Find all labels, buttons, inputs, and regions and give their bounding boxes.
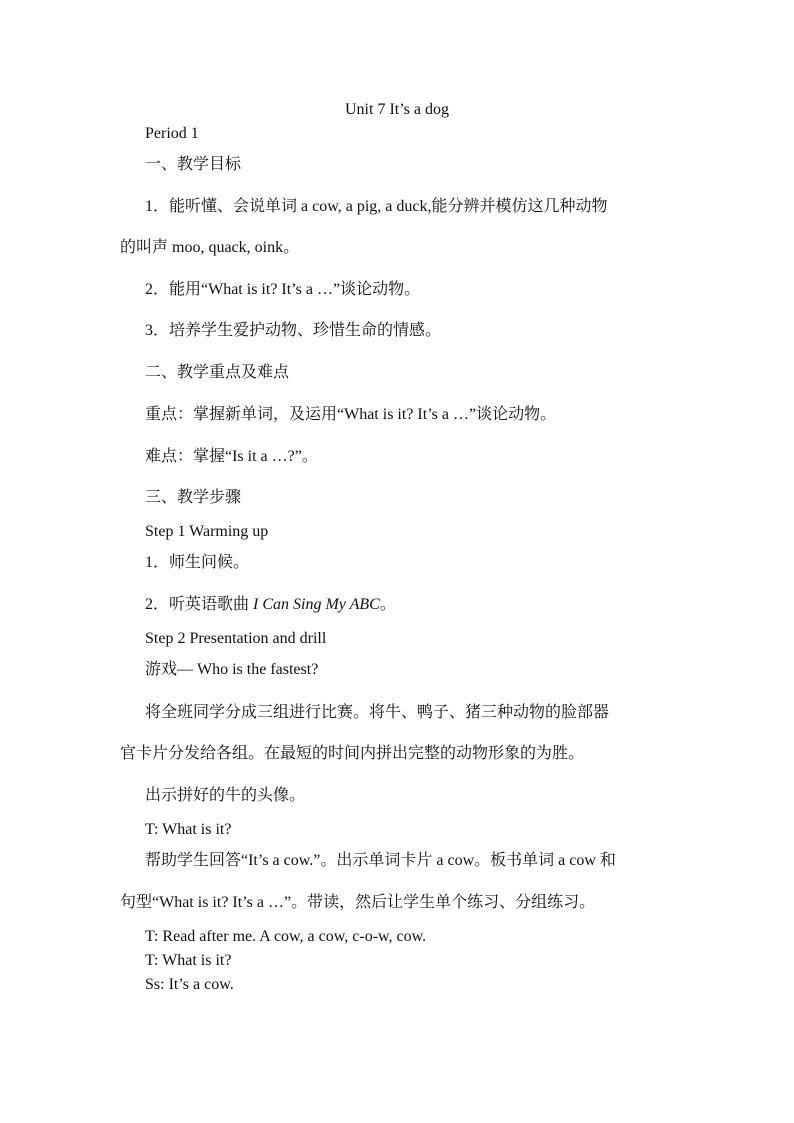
help-line-2: 句型“What is it? It’s a …”。带读，然后让学生单个练习、分组练习。 — [120, 894, 596, 911]
step-1-item-1: 1．师生问候。 — [145, 554, 250, 571]
difficult-point: 难点：掌握“Is it a …?”。 — [145, 448, 318, 465]
objective-2: 2．能用“What is it? It’s a …”谈论动物。 — [145, 281, 421, 298]
dialog-line-3: T: What is it? — [145, 952, 232, 969]
dialog-line-1: T: What is it? — [145, 821, 232, 838]
dialog-line-2: T: Read after me. A cow, a cow, c-o-w, cow. — [145, 928, 427, 945]
section-heading-steps: 三、教学步骤 — [145, 489, 242, 506]
objective-1-line-1: 1．能听懂、会说单词 a cow, a pig, a duck,能分辨并模仿这几种动物 — [145, 198, 608, 215]
step-1-heading: Step 1 Warming up — [145, 523, 269, 540]
step-2-heading: Step 2 Presentation and drill — [145, 630, 327, 647]
help-line-1: 帮助学生回答“It’s a cow.”。出示单词卡片 a cow。板书单词 a cow 和 — [145, 852, 616, 869]
game-description-line-1: 将全班同学分成三组进行比赛。将牛、鸭子、猪三种动物的脸部器 — [145, 704, 610, 721]
objective-3: 3．培养学生爱护动物、珍惜生命的情感。 — [145, 322, 442, 339]
section-heading-key-points: 二、教学重点及难点 — [145, 364, 290, 381]
dialog-line-4: Ss: It’s a cow. — [145, 976, 234, 993]
step-1-item-2-suffix: 。 — [379, 596, 396, 613]
game-title: 游戏— Who is the fastest? — [145, 661, 319, 678]
game-description-line-2: 官卡片分发给各组。在最短的时间内拼出完整的动物形象的为胜。 — [120, 745, 585, 762]
key-point: 重点：掌握新单词，及运用“What is it? It’s a …”谈论动物。 — [145, 406, 557, 423]
show-cow-instruction: 出示拼好的牛的头像。 — [145, 787, 306, 804]
period-label: Period 1 — [145, 125, 199, 142]
section-heading-objectives: 一、教学目标 — [145, 156, 242, 173]
song-title: I Can Sing My ABC — [253, 596, 380, 613]
step-1-item-2-prefix: 2．听英语歌曲 — [145, 596, 254, 613]
document-title: Unit 7 It’s a dog — [345, 101, 449, 118]
step-1-item-2 — [145, 595, 396, 615]
objective-1-line-2: 的叫声 moo, quack, oink。 — [120, 239, 300, 256]
